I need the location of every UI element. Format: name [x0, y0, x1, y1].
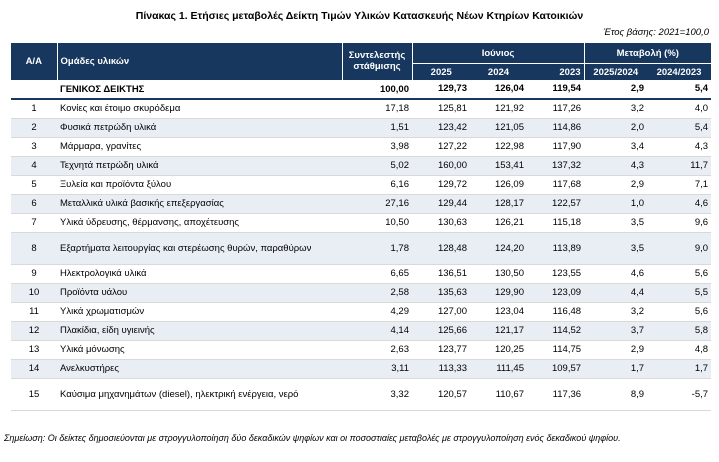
total-2023: 119,54: [527, 80, 584, 99]
row-change-2025: 3,2: [584, 302, 647, 321]
header-weights: Συντελεστής στάθμισης: [342, 43, 412, 80]
row-value-2025: 120,57: [412, 378, 470, 410]
row-name: Κονίες και έτοιμο σκυρόδεμα: [57, 99, 342, 119]
row-aa: 11: [11, 302, 57, 321]
row-value-2023: 117,90: [527, 137, 584, 156]
header-year-2024: 2024: [470, 64, 527, 81]
row-change-2024: 1,7: [647, 359, 711, 378]
row-value-2024: 126,21: [470, 213, 527, 232]
row-name: Υλικά χρωματισμών: [57, 302, 342, 321]
table-row: [11, 213, 711, 232]
row-value-2024: 130,50: [470, 264, 527, 283]
row-change-2025: 1,7: [584, 359, 647, 378]
row-change-2024: 5,6: [647, 264, 711, 283]
row-change-2024: 7,1: [647, 175, 711, 194]
header-change: Μεταβολή (%): [584, 43, 711, 64]
footnote: Σημείωση: Οι δείκτες δημοσιεύονται με στρογγυλοποίηση δύο δεκαδικών ψηφίων και οι ποσοστιαίες μεταβολές με στρογγυλοποίηση ενός δεκαδικού ψηφίου.: [4, 433, 621, 443]
total-name: ΓΕΝΙΚΟΣ ΔΕΙΚΤΗΣ: [57, 80, 342, 99]
table-row: [11, 137, 711, 156]
row-value-2024: 110,67: [470, 378, 527, 410]
row-weight: 3,98: [342, 137, 412, 156]
table-row: [11, 340, 711, 359]
header-groups: Ομάδες υλικών: [57, 43, 342, 80]
row-change-2025: 3,5: [584, 213, 647, 232]
row-value-2025: 123,77: [412, 340, 470, 359]
row-value-2025: 127,22: [412, 137, 470, 156]
row-value-2023: 117,26: [527, 99, 584, 119]
row-value-2023: 117,36: [527, 378, 584, 410]
row-change-2025: 3,7: [584, 321, 647, 340]
row-change-2025: 2,9: [584, 340, 647, 359]
table-row: [11, 359, 711, 378]
row-aa: 8: [11, 232, 57, 264]
row-name: Μάρμαρα, γρανίτες: [57, 137, 342, 156]
row-name: Τεχνητά πετρώδη υλικά: [57, 156, 342, 175]
row-aa: 7: [11, 213, 57, 232]
row-aa: 4: [11, 156, 57, 175]
row-change-2025: 2,9: [584, 175, 647, 194]
row-value-2023: 115,18: [527, 213, 584, 232]
row-value-2023: 114,75: [527, 340, 584, 359]
header-aa: Α/Α: [11, 43, 57, 80]
header-year-2023: 2023: [527, 64, 584, 81]
table-row: [11, 118, 711, 137]
row-change-2025: 4,4: [584, 283, 647, 302]
row-value-2025: 136,51: [412, 264, 470, 283]
row-value-2023: 114,86: [527, 118, 584, 137]
row-value-2025: 113,33: [412, 359, 470, 378]
row-change-2024: 5,4: [647, 118, 711, 137]
row-name: Προϊόντα υάλου: [57, 283, 342, 302]
row-name: Ανελκυστήρες: [57, 359, 342, 378]
row-value-2024: 121,05: [470, 118, 527, 137]
row-name: Ξυλεία και προϊόντα ξύλου: [57, 175, 342, 194]
total-weight: 100,00: [342, 80, 412, 99]
row-aa: 10: [11, 283, 57, 302]
row-aa: 14: [11, 359, 57, 378]
header-june: Ιούνιος: [412, 43, 584, 64]
row-weight: 10,50: [342, 213, 412, 232]
row-value-2024: 126,09: [470, 175, 527, 194]
table-row: [11, 232, 711, 264]
row-weight: 3,32: [342, 378, 412, 410]
table-row: [11, 156, 711, 175]
row-change-2025: 4,6: [584, 264, 647, 283]
table-row: [11, 194, 711, 213]
row-weight: 2,58: [342, 283, 412, 302]
row-change-2024: 9,6: [647, 213, 711, 232]
row-value-2025: 127,00: [412, 302, 470, 321]
header-change-2024: 2024/2023: [647, 64, 711, 81]
row-weight: 4,29: [342, 302, 412, 321]
row-value-2025: 125,66: [412, 321, 470, 340]
table-row: [11, 99, 711, 119]
table-title: Πίνακας 1. Ετήσιες μεταβολές Δείκτη Τιμών Υλικών Κατασκευής Νέων Κτηρίων Κατοικιών: [135, 10, 584, 22]
row-value-2023: 117,68: [527, 175, 584, 194]
row-value-2024: 111,45: [470, 359, 527, 378]
row-change-2025: 1,0: [584, 194, 647, 213]
base-year-label: Έτος βάσης: 2021=100,0: [603, 27, 709, 38]
index-table: [11, 43, 711, 411]
row-value-2024: 129,90: [470, 283, 527, 302]
total-2025: 129,73: [412, 80, 470, 99]
table-row: [11, 175, 711, 194]
row-value-2023: 122,57: [527, 194, 584, 213]
table-row: [11, 378, 711, 410]
row-weight: 1,78: [342, 232, 412, 264]
row-value-2024: 128,17: [470, 194, 527, 213]
row-value-2023: 113,89: [527, 232, 584, 264]
row-aa: 9: [11, 264, 57, 283]
row-value-2025: 129,44: [412, 194, 470, 213]
row-value-2024: 153,41: [470, 156, 527, 175]
row-weight: 1,51: [342, 118, 412, 137]
row-value-2025: 128,48: [412, 232, 470, 264]
total-2024: 126,04: [470, 80, 527, 99]
row-aa: 3: [11, 137, 57, 156]
row-name: Υλικά μόνωσης: [57, 340, 342, 359]
row-value-2023: 123,09: [527, 283, 584, 302]
row-name: Υλικά ύδρευσης, θέρμανσης, αποχέτευσης: [57, 213, 342, 232]
row-weight: 17,18: [342, 99, 412, 119]
row-aa: 6: [11, 194, 57, 213]
total-change-2025: 2,9: [584, 80, 647, 99]
row-value-2023: 109,57: [527, 359, 584, 378]
row-value-2023: 123,55: [527, 264, 584, 283]
row-change-2024: 9,0: [647, 232, 711, 264]
row-change-2024: 4,0: [647, 99, 711, 119]
row-change-2024: 5,8: [647, 321, 711, 340]
row-name: Καύσιμα μηχανημάτων (diesel), ηλεκτρική ενέργεια, νερό: [57, 378, 342, 410]
row-value-2025: 123,42: [412, 118, 470, 137]
row-aa: 1: [11, 99, 57, 119]
row-change-2024: -5,7: [647, 378, 711, 410]
row-change-2024: 5,5: [647, 283, 711, 302]
row-weight: 4,14: [342, 321, 412, 340]
total-row: [11, 80, 711, 99]
total-change-2024: 5,4: [647, 80, 711, 99]
row-change-2024: 4,6: [647, 194, 711, 213]
row-change-2025: 3,4: [584, 137, 647, 156]
row-value-2024: 120,25: [470, 340, 527, 359]
row-value-2024: 123,04: [470, 302, 527, 321]
row-weight: 3,11: [342, 359, 412, 378]
row-name: Ηλεκτρολογικά υλικά: [57, 264, 342, 283]
row-weight: 5,02: [342, 156, 412, 175]
row-value-2023: 137,32: [527, 156, 584, 175]
table-row: [11, 302, 711, 321]
header-year-2025: 2025: [412, 64, 470, 81]
table-row: [11, 283, 711, 302]
row-name: Πλακίδια, είδη υγιεινής: [57, 321, 342, 340]
row-aa: 5: [11, 175, 57, 194]
row-change-2025: 3,2: [584, 99, 647, 119]
row-change-2025: 8,9: [584, 378, 647, 410]
row-weight: 2,63: [342, 340, 412, 359]
row-value-2023: 116,48: [527, 302, 584, 321]
row-value-2023: 114,52: [527, 321, 584, 340]
row-change-2024: 4,3: [647, 137, 711, 156]
row-value-2024: 122,98: [470, 137, 527, 156]
row-aa: 15: [11, 378, 57, 410]
row-value-2025: 130,63: [412, 213, 470, 232]
row-change-2025: 4,3: [584, 156, 647, 175]
row-value-2024: 124,20: [470, 232, 527, 264]
row-weight: 6,65: [342, 264, 412, 283]
row-change-2025: 2,0: [584, 118, 647, 137]
row-change-2024: 4,8: [647, 340, 711, 359]
table-row: [11, 264, 711, 283]
row-weight: 27,16: [342, 194, 412, 213]
row-name: Εξαρτήματα λειτουργίας και στερέωσης θυρών, παραθύρων: [57, 232, 342, 264]
row-value-2025: 135,63: [412, 283, 470, 302]
header-change-2025: 2025/2024: [584, 64, 647, 81]
row-value-2025: 129,72: [412, 175, 470, 194]
table-row: [11, 321, 711, 340]
row-aa: 2: [11, 118, 57, 137]
row-value-2025: 160,00: [412, 156, 470, 175]
row-value-2025: 125,81: [412, 99, 470, 119]
row-value-2024: 121,17: [470, 321, 527, 340]
row-name: Μεταλλικά υλικά βασικής επεξεργασίας: [57, 194, 342, 213]
row-value-2024: 121,92: [470, 99, 527, 119]
total-aa: [11, 80, 57, 99]
row-weight: 6,16: [342, 175, 412, 194]
row-change-2024: 11,7: [647, 156, 711, 175]
row-change-2025: 3,5: [584, 232, 647, 264]
row-name: Φυσικά πετρώδη υλικά: [57, 118, 342, 137]
row-change-2024: 5,6: [647, 302, 711, 321]
row-aa: 12: [11, 321, 57, 340]
row-aa: 13: [11, 340, 57, 359]
